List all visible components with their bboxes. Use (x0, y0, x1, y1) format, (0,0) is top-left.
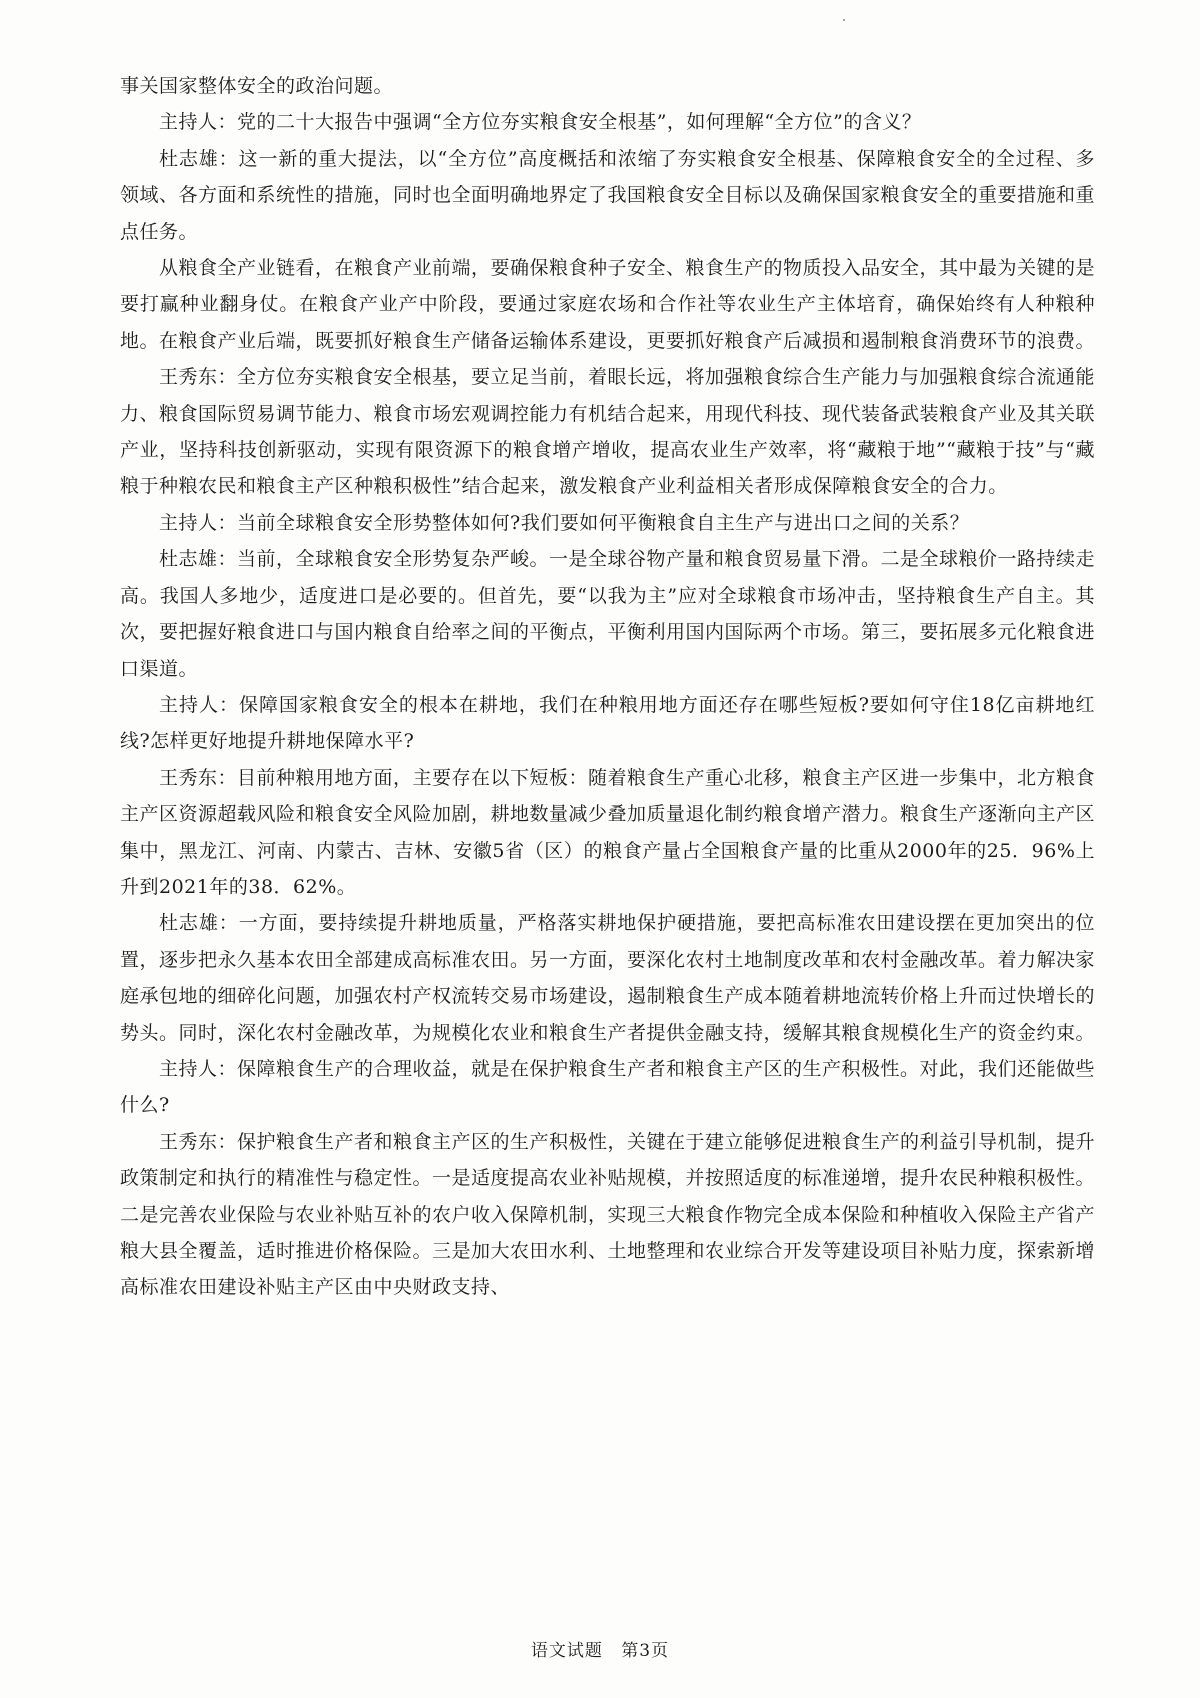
paragraph: 杜志雄：一方面，要持续提升耕地质量，严格落实耕地保护硬措施，要把高标准农田建设摆在更加突出的位置，逐步把永久基本农田全部建成高标准农田。另一方面，要深化农村土地制度改革和农村金融改革。着力解决家庭承包地的细碎化问题，加强农村产权流转交易市场建设，遏制粮食生产成本随着耕地流转价格上升而过快增长的势头。同时，深化农村金融改革，为规模化农业和粮食生产者提供金融支持，缓解其粮食规模化生产的资金约束。 (120, 912, 1096, 1044)
scan-speck (843, 19, 845, 21)
paragraph: 主持人：保障粮食生产的合理收益，就是在保护粮食生产者和粮食主产区的生产积极性。对此，我们还能做些什么? (120, 1057, 1096, 1117)
paragraph: 主持人：当前全球粮食安全形势整体如何?我们要如何平衡粮食自主生产与进出口之间的关系？ (159, 511, 970, 534)
paragraph: 王秀东：保护粮食生产者和粮食主产区的生产积极性，关键在于建立能够促进粮食生产的利益引导机制，提升政策制定和执行的精准性与稳定性。一是适度提高农业补贴规模，并按照适度的标准递增，提升农民种粮积极性。二是完善农业保险与农业补贴互补的农户收入保障机制，实现三大粮食作物完全成本保险和种植收入保险主产省产粮大县全覆盖，适时推进价格保险。三是加大农田水利、土地整理和农业综合开发等建设项目补贴力度，探索新增高标准农田建设补贴主产区由中央财政支持、 (120, 1130, 1096, 1299)
paragraph: 杜志雄：当前，全球粮食安全形势复杂严峻。一是全球谷物产量和粮食贸易量下滑。二是全球粮价一路持续走高。我国人多地少，适度进口是必要的。但首先，要“以我为主”应对全球粮食市场冲击，坚持粮食生产自主。其次，要把握好粮食进口与国内粮食自给率之间的平衡点，平衡利用国内国际两个市场。第三，要拓展多元化粮食进口渠道。 (120, 548, 1096, 680)
page-footer (0, 1636, 1200, 1661)
paragraph: 杜志雄：这一新的重大提法，以“全方位”高度概括和浓缩了夯实粮食安全根基、保障粮食安全的全过程、多领域、各方面和系统性的措施，同时也全面明确地界定了我国粮食安全目标以及确保国家粮食安全的重要措施和重点任务。 (120, 147, 1096, 243)
paragraph: 王秀东：全方位夯实粮食安全根基，要立足当前，着眼长远，将加强粮食综合生产能力与加强粮食综合流通能力、粮食国际贸易调节能力、粮食市场宏观调控能力有机结合起来，用现代科技、现代装备武装粮食产业及其关联产业，坚持科技创新驱动，实现有限资源下的粮食增产增收，提高农业生产效率，将“藏粮于地”“藏粮于技”与“藏粮于种粮农民和粮食主产区种粮积极性”结合起来，激发粮食产业利益相关者形成保障粮食安全的合力。 (120, 366, 1096, 498)
paragraph: 王秀东：目前种粮用地方面，主要存在以下短板：随着粮食生产重心北移，粮食主产区进一步集中，北方粮食主产区资源超载风险和粮食安全风险加剧，耕地数量减少叠加质量退化制约粮食增产潜力。粮食生产逐渐向主产区集中，黑龙江、河南、内蒙古、吉林、安徽5省（区）的粮食产量占全国粮食产量的比重从2000年的25．96%上升到2021年的38．62%。 (120, 766, 1096, 898)
paragraph: 事关国家整体安全的政治问题。 (120, 75, 394, 97)
article-body (120, 68, 1095, 1306)
footer-subject: 语文试题 (530, 1641, 603, 1661)
footer-page-number: 第3页 (621, 1641, 670, 1661)
paragraph: 主持人：保障国家粮食安全的根本在耕地，我们在种粮用地方面还存在哪些短板?要如何守住18亿亩耕地红线?怎样更好地提升耕地保障水平? (120, 693, 1095, 753)
paragraph: 从粮食全产业链看，在粮食产业前端，要确保粮食种子安全、粮食生产的物质投入品安全，其中最为关键的是要打赢种业翻身仗。在粮食产业产中阶段，要通过家庭农场和合作社等农业生产主体培育，确保始终有人种粮种地。在粮食产业后端，既要抓好粮食生产储备运输体系建设，更要抓好粮食产后减损和遏制粮食消费环节的浪费。 (120, 257, 1096, 352)
paragraph: 主持人：党的二十大报告中强调“全方位夯实粮食安全根基”，如何理解“全方位”的含义？ (159, 111, 922, 134)
